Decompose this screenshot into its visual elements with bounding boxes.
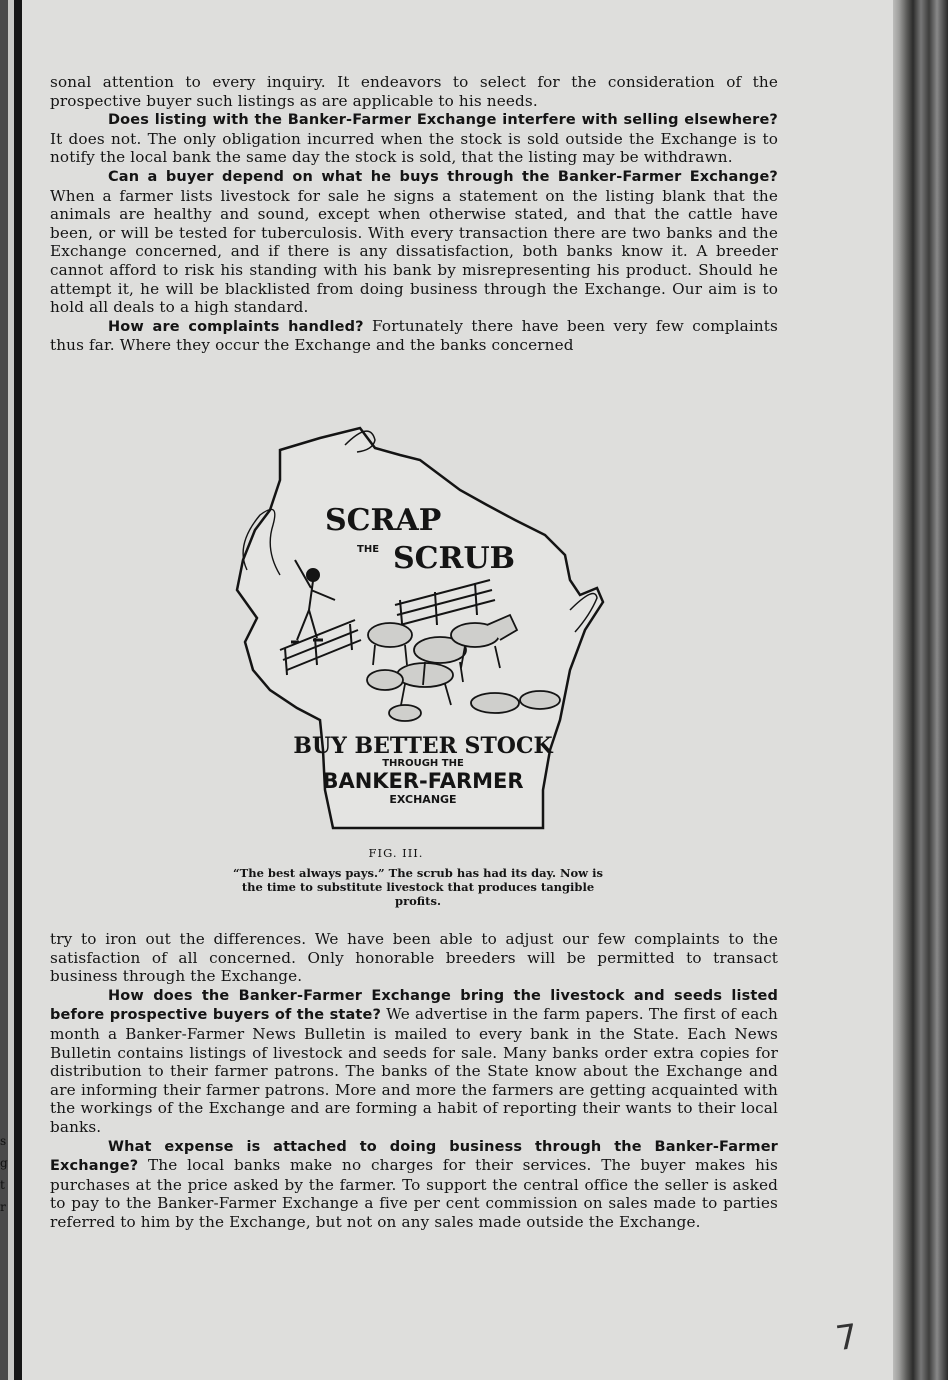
paragraph-text: We advertise in the farm papers. The first of each month a Banker-Farmer News Bulletin is mailed to every bank in the State. Each News Bulletin contains listings of livestock and seeds for sale. Many banks order extra copies for distribution to their farmer patrons. The banks of the State know about the Exchange and are informing their farmer patrons. More and more the farmers are getting acquainted with the workings of the Exchange and are forming a habit of reporting their wants to their local banks. [50, 1005, 778, 1136]
exchange-text: EXCHANGE [389, 793, 457, 806]
paragraph-text: sonal attention to every inquiry. It endeavors to select for the consideration of the prospective buyer such listings as are applicable to his needs. [50, 73, 778, 110]
paragraph-text: When a farmer lists livestock for sale he signs a statement on the listing blank that the animals are healthy and sound, except when otherwise stated, and that the cattle have been, or will be tested for tuberculosis. With every transaction there are two banks and the Exchange concerned, and if there is any dissatisfaction, both banks know it. A breeder cannot afford to risk his standing with his bank by misrepresenting his product. Should he attempt it, he will be blacklisted from doing business through the Exchange. Our aim is to hold all deals to a high standard. [50, 186, 778, 317]
paragraph [50, 73, 778, 110]
the-word: THE [357, 544, 380, 555]
text-block-top [50, 73, 778, 355]
through-the-text: THROUGH THE [382, 758, 464, 769]
paragraph [50, 930, 778, 986]
question-heading: What expense is attached to doing business through the Banker-Farmer Exchange? [50, 1138, 778, 1175]
margin-marks [0, 1130, 14, 1218]
scrap-word: SCRAP [325, 503, 442, 538]
page-number: 7 [833, 1316, 861, 1360]
banker-farmer-text: BANKER-FARMER [322, 769, 524, 793]
paragraph-text: Fortunately there have been very few complaints thus far. Where they occur the Exchange and the banks concerned [50, 316, 778, 355]
scrap-the-scrub-illustration [225, 420, 615, 840]
question-heading: How are complaints handled? [108, 318, 364, 335]
paragraph-text: try to iron out the differences. We have been able to adjust our few complaints to the satisfaction of all concerned. Only honorable breeders will be permitted to transact business through the Exchange. [50, 930, 778, 986]
question-heading: Can a buyer depend on what he buys through the Banker-Farmer Exchange? [108, 168, 778, 185]
figure-label: FIG. III. [368, 846, 424, 860]
paragraph-text: It does not. The only obligation incurred when the stock is sold outside the Exchange is to notify the local bank the same day the stock is sold, that the listing may be withdrawn. [50, 129, 778, 167]
text-block-bottom [50, 930, 778, 1232]
paragraph [50, 1137, 778, 1232]
paragraph [50, 317, 778, 355]
book-page-edges [893, 0, 948, 1380]
scrub-word: SCRUB [393, 541, 515, 576]
margin-mark: s [0, 1134, 7, 1148]
margin-mark: t [0, 1178, 5, 1192]
figure-caption: “The best always pays.” The scrub has had its day. Now is the time to substitute livestock that produces tangible profits. [233, 866, 603, 908]
buy-better-stock-text: BUY BETTER STOCK [293, 733, 553, 759]
page-left-rule [14, 0, 22, 1380]
question-heading: How does the Banker-Farmer Exchange bring the livestock and seeds listed before prospective buyers of the state? [50, 987, 778, 1024]
paragraph [50, 167, 778, 317]
paragraph [50, 110, 778, 167]
margin-mark: r [0, 1200, 6, 1214]
question-heading: Does listing with the Banker-Farmer Exchange interfere with selling elsewhere? [108, 112, 778, 129]
margin-mark: g [0, 1156, 8, 1170]
paragraph [50, 986, 778, 1137]
paragraph-text: The local banks make no charges for their services. The buyer makes his purchases at the price asked by the farmer. To support the central office the seller is asked to pay to the Banker-Farmer Exchange a five per cent commission on sales made to parties referred to him by the Exchange, but not on any sales made outside the Exchange. [50, 1156, 778, 1231]
